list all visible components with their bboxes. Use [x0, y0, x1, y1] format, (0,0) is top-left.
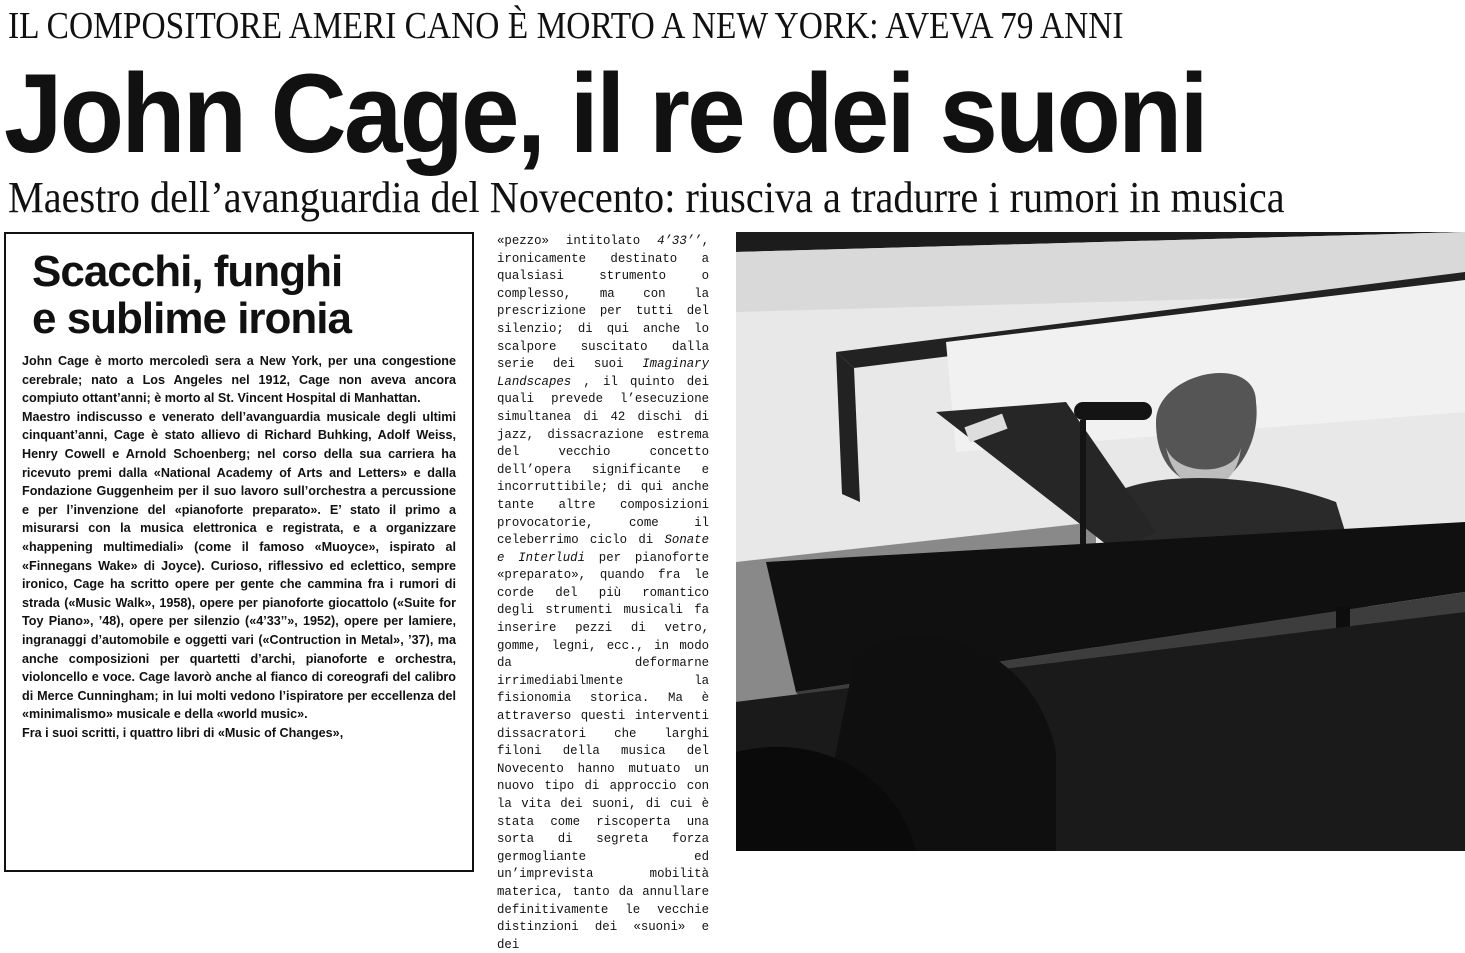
- sidebar-paragraph-3: Fra i suoi scritti, i quattro libri di «Music of Changes»,: [22, 725, 344, 740]
- kicker-headline: IL COMPOSITORE AMERI CANO È MORTO A NEW YORK: AVEVA 79 ANNI: [8, 5, 1124, 47]
- column-text-part-4: per pianoforte «preparato», quando fra le corde del più romantico degli strumenti musicali fa inserire pezzi di vetro, gomme, legni, ecc., in modo da deformarne irrimediabilmente la fisionomia storica. Ma è attraverso questi interventi dissacratori che larghi filoni della musica del Novecento hanno mutuato un nuovo tipo di approccio con la vita dei suoni, di cui è stata come riscoperta una sorta di segreta forza germogliante ed un’imprevista mobilità materica, tanto da annullare definitivamente le vecchie distinzioni dei «suoni» e dei: [497, 549, 710, 952]
- column-title-433: 4’33’’: [657, 233, 702, 248]
- sidebar-paragraph-1: John Cage è morto mercoledì sera a New York, per una congestione cerebrale; nato a Los Angeles nel 1912, Cage non aveva ancora compiuto ottant’anni; è morto al St. Vincent Hospital di Manhattan.: [22, 354, 456, 406]
- sidebar-body: [22, 352, 456, 742]
- column-text-part-1: «pezzo» intitolato: [497, 233, 658, 248]
- sidebar-box: [4, 232, 474, 872]
- column-text-part-2: , ironicamente destinato a qualsiasi strumento o complesso, ma con la prescrizione per tutti del silenzio; di qui anche lo scalpore suscitato dalla serie dei suoi: [497, 233, 710, 372]
- column-title-imaginary-landscapes: Imaginary Landscapes: [497, 356, 710, 389]
- sidebar-title-line-2: e sublime ironia: [32, 294, 351, 343]
- column-text-part-3: , il quinto dei quali prevede l’esecuzione simultanea di 42 dischi di jazz, dissacrazione estrema del vecchio concetto dell’opera significante e incorruttibile; di qui anche tante altre composizioni provocatorie, come il celeberrimo ciclo di: [497, 373, 710, 548]
- sidebar-paragraph-2: Maestro indiscusso e venerato dell’avanguardia musicale degli ultimi cinquant’anni, Cage è stato allievo di Richard Buhking, Adolf Weiss, Henry Cowell e Arnold Schoenberg; nel corso della sua carriera ha ricevuto premi dalla «National Academy of Arts and Letters» e dalla Fondazione Guggenheim per il suo lavoro sull’orchestra a percussione e per l’invenzione del «pianoforte preparato». E’ stato il primo a misurarsi con la musica elettronica e registrata, e a organizzare «happening multimediali» (come il famoso «Muoyce», ispirato al «Finnegans Wake» di Joyce). Curioso, riflessivo ed eclettico, sempre ironico, Cage ha scritto opere per gente che cammina fra i rumori di strada («Music Walk», 1958), opere per pianoforte giocattolo («Suite for Toy Piano», ’48), opere per silenzio («4’33’’», 1952), opere per lamiere, ingranaggi d’automobile e oggetti vari («Contruction in Metal», ’37), ma anche composizioni per quartetti d’archi, pianoforte e orchestra, violoncello e voce. Cage lavorò anche al fianco di coreografi del calibro di Merce Cunningham; in lui molti vedono l’ispiratore per eccellenza del «minimalismo» musicale e della «world music».: [22, 409, 456, 722]
- subheadline: Maestro dell’avanguardia del Novecento: riusciva a tradurre i rumori in musica: [8, 173, 1285, 222]
- main-headline: John Cage, il re dei suoni: [4, 51, 1206, 176]
- column-title-sonate-interludi: Sonate e Interludi: [497, 532, 710, 565]
- sidebar-title: [32, 248, 452, 342]
- photo-microphone: [1074, 402, 1152, 420]
- middle-column-text: [497, 232, 709, 953]
- sidebar-title-line-1: Scacchi, funghi: [32, 247, 343, 296]
- photo-illustration: [736, 232, 1465, 851]
- photo-john-cage: [736, 232, 1465, 851]
